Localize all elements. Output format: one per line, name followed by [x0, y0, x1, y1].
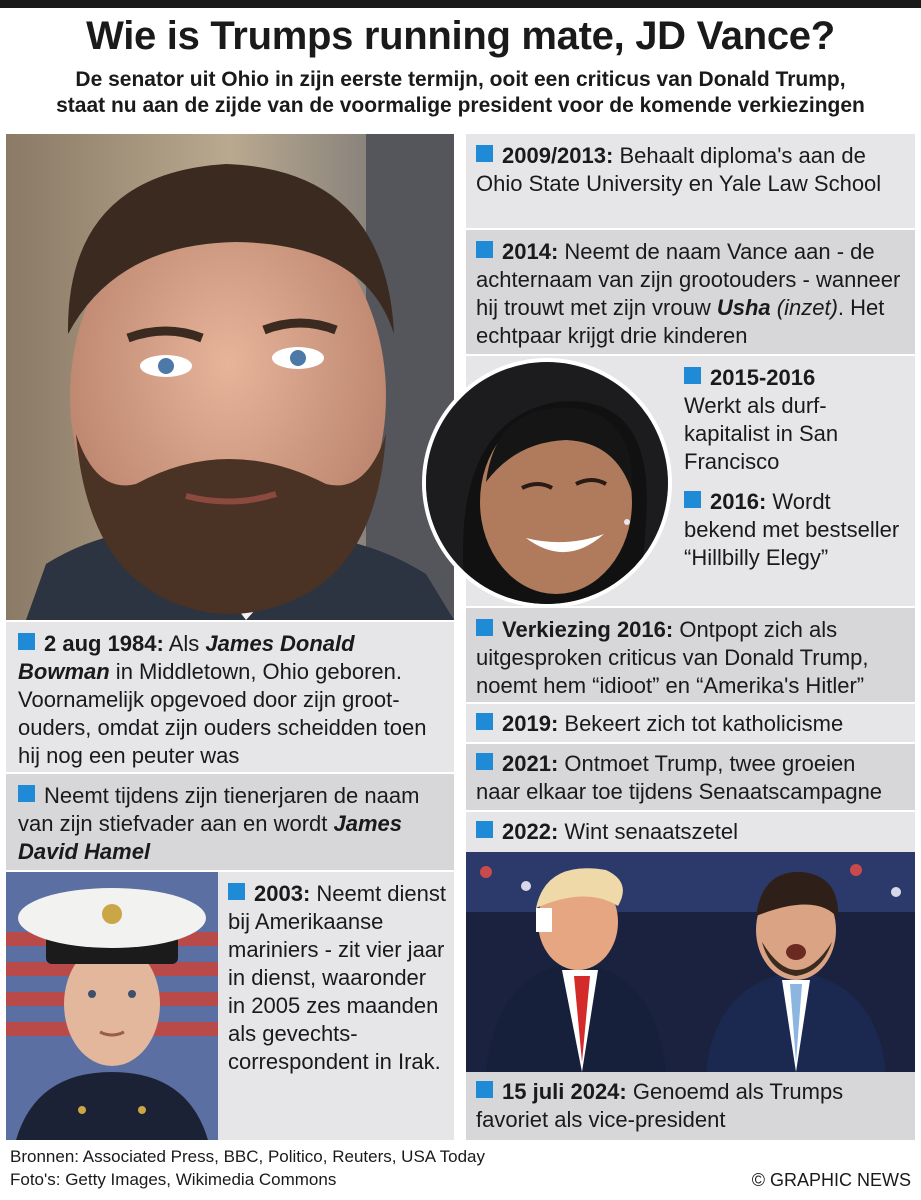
- event-2019: [466, 704, 915, 742]
- event-date: 2021:: [502, 751, 559, 776]
- event-2021: [466, 744, 915, 810]
- blue-square-icon: [476, 821, 493, 838]
- event-date: 2014:: [502, 239, 559, 264]
- event-date: 2016:: [710, 489, 767, 514]
- event-name: Usha: [716, 295, 771, 320]
- event-date: 2009/2013:: [502, 143, 614, 168]
- event-teen: [6, 774, 454, 870]
- event-date: 2019:: [502, 711, 559, 736]
- page-subtitle: [10, 67, 911, 119]
- event-2019-text: [476, 710, 905, 738]
- event-text: Bekeert zich tot katholicisme: [558, 711, 844, 736]
- usha-inset-photo: [422, 358, 672, 608]
- event-text: Ontpopt zich als uitgesproken criticus van Donald Trump, noemt hem “idioot” en “Amerika's Hitler”: [476, 617, 869, 698]
- event-2014-text: [476, 238, 905, 350]
- event-2022: [466, 812, 915, 852]
- event-2003-text: [228, 880, 448, 1076]
- event-2024-text: [476, 1078, 905, 1134]
- blue-square-icon: [18, 633, 35, 650]
- event-text: in Middletown, Ohio geboren. Voornamelijk opgevoed door zijn groot-ouders, omdat zijn ouders scheidden toen hij nog een peuter was: [18, 659, 427, 768]
- blue-square-icon: [684, 491, 701, 508]
- blue-square-icon: [476, 713, 493, 730]
- footer-photo-credits: Foto's: Getty Images, Wikimedia Commons: [10, 1170, 337, 1189]
- inset-note: (inzet): [776, 295, 838, 320]
- event-2021-text: [476, 750, 905, 806]
- footer-sources: Bronnen: Associated Press, BBC, Politico, Reuters, USA Today: [10, 1147, 485, 1166]
- event-text: Neemt tijdens zijn tienerjaren de naam van zijn stiefvader aan en wordt: [18, 783, 420, 836]
- event-text: Werkt als durf-kapitalist in San Francisco: [684, 393, 839, 474]
- blue-square-icon: [228, 883, 245, 900]
- top-rule: [0, 0, 921, 8]
- event-text: Neemt dienst bij Amerikaanse mariniers - zit vier jaar in dienst, waaronder in 2005 zes maanden als gevechts-correspondent in Irak.: [228, 881, 447, 1074]
- event-2024: [466, 1072, 915, 1140]
- event-date: 2015-2016: [710, 365, 816, 390]
- event-2015-2016: [684, 364, 904, 476]
- event-1984-text: [18, 630, 444, 770]
- event-2009-text: [476, 142, 905, 198]
- subtitle-line-1: De senator uit Ohio in zijn eerste termijn, ooit een criticus van Donald Trump,: [75, 68, 846, 91]
- blue-square-icon: [476, 753, 493, 770]
- event-text: Wordt bekend met bestseller “Hillbilly Elegy”: [684, 489, 900, 570]
- vance-portrait: [6, 134, 454, 620]
- event-1984: [6, 622, 454, 772]
- blue-square-icon: [476, 145, 493, 162]
- event-date: 2003:: [254, 881, 311, 906]
- blue-square-icon: [684, 367, 701, 384]
- event-text: Ontmoet Trump, twee groeien naar elkaar toe tijdens Senaatscampagne: [476, 751, 883, 804]
- trump-vance-photo: [466, 852, 915, 1072]
- event-teen-text: [18, 782, 444, 866]
- event-text: Als: [163, 631, 206, 656]
- event-name: James David Hamel: [18, 811, 403, 864]
- event-date: 2 aug 1984:: [44, 631, 164, 656]
- page-title: Wie is Trumps running mate, JD Vance?: [86, 14, 835, 58]
- marine-photo: [6, 872, 218, 1140]
- event-2016: [684, 488, 904, 572]
- event-2022-text: [476, 818, 905, 846]
- event-text: Wint senaatszetel: [558, 819, 739, 844]
- event-name: James Donald Bowman: [18, 631, 355, 684]
- event-text: Neemt de naam Vance aan - de achternaam van zijn grootouders - wanneer hij trouwt met zijn vrouw: [476, 239, 901, 320]
- event-text: Behaalt diploma's aan de Ohio State University en Yale Law School: [476, 143, 882, 196]
- event-date: 15 juli 2024:: [502, 1079, 627, 1104]
- event-2009-2013: [466, 134, 915, 228]
- event-date: Verkiezing 2016:: [502, 617, 674, 642]
- blue-square-icon: [476, 241, 493, 258]
- blue-square-icon: [18, 785, 35, 802]
- event-verkiezing-2016: [466, 608, 915, 702]
- blue-square-icon: [476, 1081, 493, 1098]
- blue-square-icon: [476, 619, 493, 636]
- event-2014: [466, 230, 915, 354]
- footer-credit: © GRAPHIC NEWS: [751, 1170, 911, 1190]
- event-text: Genoemd als Trumps favoriet als vice-president: [476, 1079, 844, 1132]
- event-date: 2022:: [502, 819, 559, 844]
- event-verkiezing-text: [476, 616, 905, 700]
- event-text: . Het echtpaar krijgt drie kinderen: [476, 295, 885, 348]
- subtitle-line-2: staat nu aan de zijde van de voormalige president voor de komende verkiezingen: [56, 94, 865, 117]
